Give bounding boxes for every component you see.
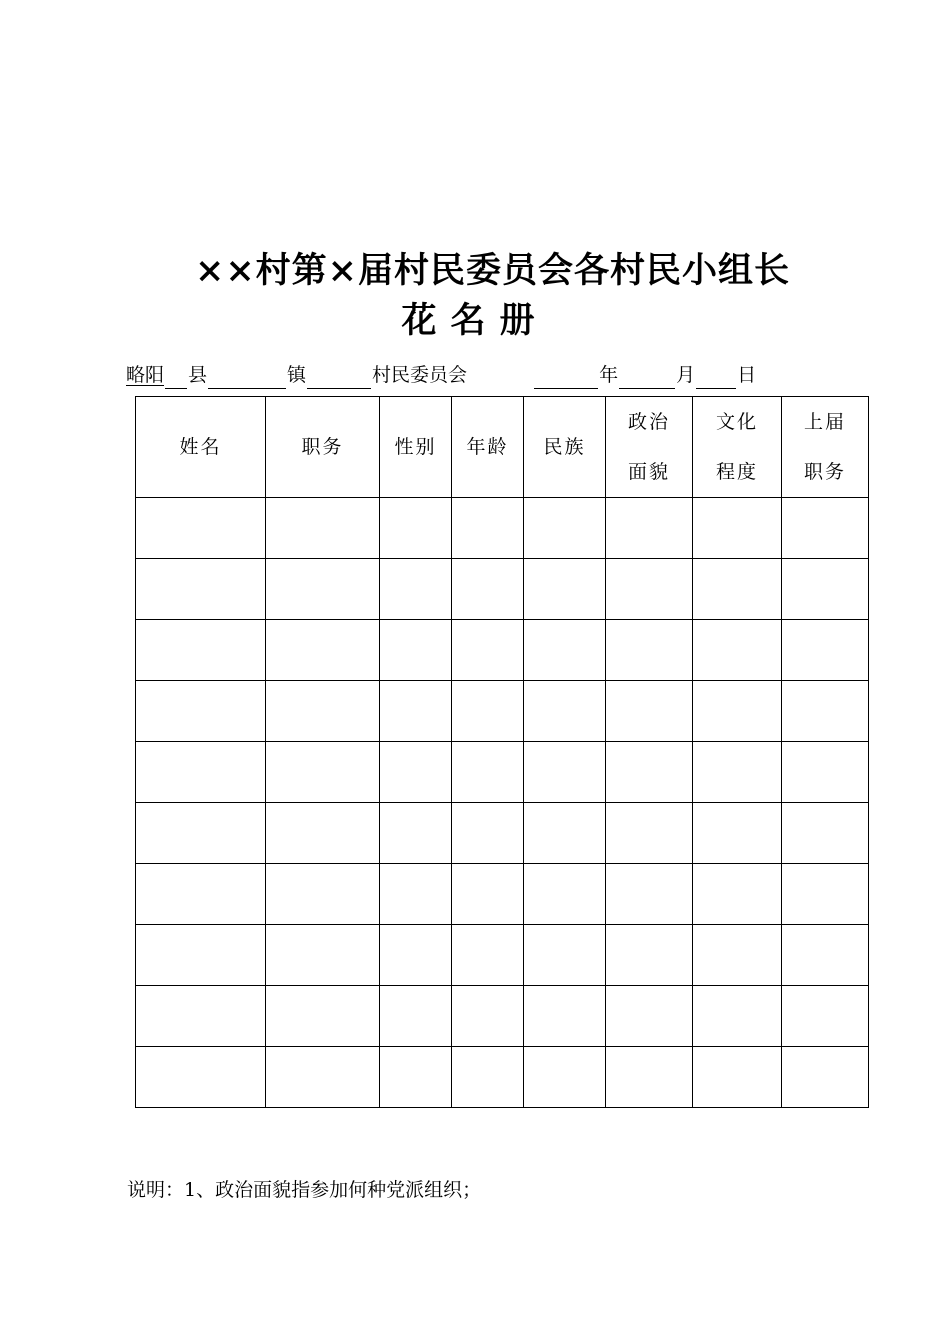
table-cell[interactable] [452, 925, 524, 986]
table-cell[interactable] [524, 498, 606, 559]
table-cell[interactable] [136, 986, 266, 1047]
table-cell[interactable] [380, 864, 452, 925]
table-cell[interactable] [606, 986, 693, 1047]
table-header-row [136, 397, 869, 498]
day-label: 日 [737, 364, 757, 386]
table-cell[interactable] [606, 864, 693, 925]
month-blank[interactable] [619, 366, 675, 389]
table-row [136, 498, 869, 559]
table-row [136, 864, 869, 925]
table-cell[interactable] [266, 803, 380, 864]
table-cell[interactable] [606, 559, 693, 620]
table-cell[interactable] [452, 864, 524, 925]
table-row [136, 803, 869, 864]
table-cell[interactable] [524, 864, 606, 925]
table-cell[interactable] [693, 925, 782, 986]
table-cell[interactable] [782, 742, 869, 803]
table-row [136, 1047, 869, 1108]
table-cell[interactable] [693, 559, 782, 620]
table-cell[interactable] [380, 742, 452, 803]
table-cell[interactable] [606, 498, 693, 559]
table-cell[interactable] [380, 986, 452, 1047]
table-cell[interactable] [452, 1047, 524, 1108]
table-cell[interactable] [524, 803, 606, 864]
table-cell[interactable] [266, 742, 380, 803]
header-position: 职务 [266, 397, 380, 498]
document-title-line2: 花名册 [401, 300, 549, 341]
header-education: 文化 程度 [693, 397, 782, 498]
table-cell[interactable] [782, 1047, 869, 1108]
table-cell[interactable] [380, 498, 452, 559]
table-cell[interactable] [693, 620, 782, 681]
table-cell[interactable] [693, 1047, 782, 1108]
county-name: 略阳 [126, 364, 165, 386]
header-name: 姓名 [136, 397, 266, 498]
table-cell[interactable] [266, 559, 380, 620]
table-cell[interactable] [266, 681, 380, 742]
table-cell[interactable] [524, 559, 606, 620]
table-cell[interactable] [782, 803, 869, 864]
table-cell[interactable] [524, 742, 606, 803]
table-cell[interactable] [136, 803, 266, 864]
table-cell[interactable] [782, 498, 869, 559]
table-row [136, 559, 869, 620]
table-cell[interactable] [452, 986, 524, 1047]
header-political-status: 政治 面貌 [606, 397, 693, 498]
table-cell[interactable] [782, 864, 869, 925]
table-cell[interactable] [136, 742, 266, 803]
table-cell[interactable] [782, 681, 869, 742]
table-cell[interactable] [380, 559, 452, 620]
table-cell[interactable] [782, 559, 869, 620]
table-cell[interactable] [693, 986, 782, 1047]
table-cell[interactable] [782, 925, 869, 986]
header-gender: 性别 [380, 397, 452, 498]
roster-table [135, 396, 869, 1108]
table-cell[interactable] [266, 925, 380, 986]
table-cell[interactable] [452, 559, 524, 620]
day-blank[interactable] [696, 366, 736, 389]
village-blank[interactable] [307, 366, 371, 389]
table-cell[interactable] [136, 864, 266, 925]
table-cell[interactable] [452, 620, 524, 681]
table-cell[interactable] [266, 986, 380, 1047]
table-cell[interactable] [380, 1047, 452, 1108]
header-info-row [126, 361, 866, 389]
document-title-line1: ××村第×届村民委员会各村民小组长 [195, 250, 790, 291]
table-cell[interactable] [452, 498, 524, 559]
year-label: 年 [599, 364, 619, 386]
table-cell[interactable] [606, 742, 693, 803]
table-cell[interactable] [782, 620, 869, 681]
table-cell[interactable] [380, 925, 452, 986]
town-label: 镇 [287, 364, 307, 386]
table-cell[interactable] [606, 803, 693, 864]
table-cell[interactable] [266, 1047, 380, 1108]
table-row [136, 986, 869, 1047]
year-blank[interactable] [534, 366, 598, 389]
table-cell[interactable] [380, 803, 452, 864]
table-cell[interactable] [380, 681, 452, 742]
table-cell[interactable] [693, 498, 782, 559]
committee-label: 村民委员会 [372, 364, 468, 386]
table-cell[interactable] [524, 925, 606, 986]
table-cell[interactable] [266, 620, 380, 681]
header-previous-position: 上届 职务 [782, 397, 869, 498]
table-cell[interactable] [136, 498, 266, 559]
table-cell[interactable] [524, 1047, 606, 1108]
table-cell[interactable] [524, 620, 606, 681]
footnote: 说明：1、政治面貌指参加何种党派组织； [127, 1179, 482, 1201]
table-cell[interactable] [136, 1047, 266, 1108]
table-cell[interactable] [606, 620, 693, 681]
table-cell[interactable] [266, 498, 380, 559]
table-cell[interactable] [452, 681, 524, 742]
table-cell[interactable] [452, 803, 524, 864]
table-cell[interactable] [606, 1047, 693, 1108]
table-body [136, 498, 869, 1108]
table-cell[interactable] [693, 681, 782, 742]
table-row [136, 620, 869, 681]
table-cell[interactable] [606, 681, 693, 742]
header-age: 年龄 [452, 397, 524, 498]
table-cell[interactable] [266, 864, 380, 925]
table-row [136, 925, 869, 986]
table-cell[interactable] [693, 803, 782, 864]
table-cell[interactable] [524, 681, 606, 742]
table-cell[interactable] [136, 620, 266, 681]
town-blank[interactable] [208, 366, 286, 389]
table-cell[interactable] [693, 864, 782, 925]
table-cell[interactable] [782, 986, 869, 1047]
table-cell[interactable] [452, 742, 524, 803]
table-row [136, 742, 869, 803]
month-label: 月 [676, 364, 696, 386]
table-cell[interactable] [380, 620, 452, 681]
county-label: 县 [188, 364, 208, 386]
table-row [136, 681, 869, 742]
table-cell[interactable] [136, 681, 266, 742]
table-cell[interactable] [606, 925, 693, 986]
county-blank[interactable] [165, 366, 187, 389]
table-cell[interactable] [693, 742, 782, 803]
header-ethnicity: 民族 [524, 397, 606, 498]
table-cell[interactable] [136, 559, 266, 620]
table-cell[interactable] [136, 925, 266, 986]
table-cell[interactable] [524, 986, 606, 1047]
